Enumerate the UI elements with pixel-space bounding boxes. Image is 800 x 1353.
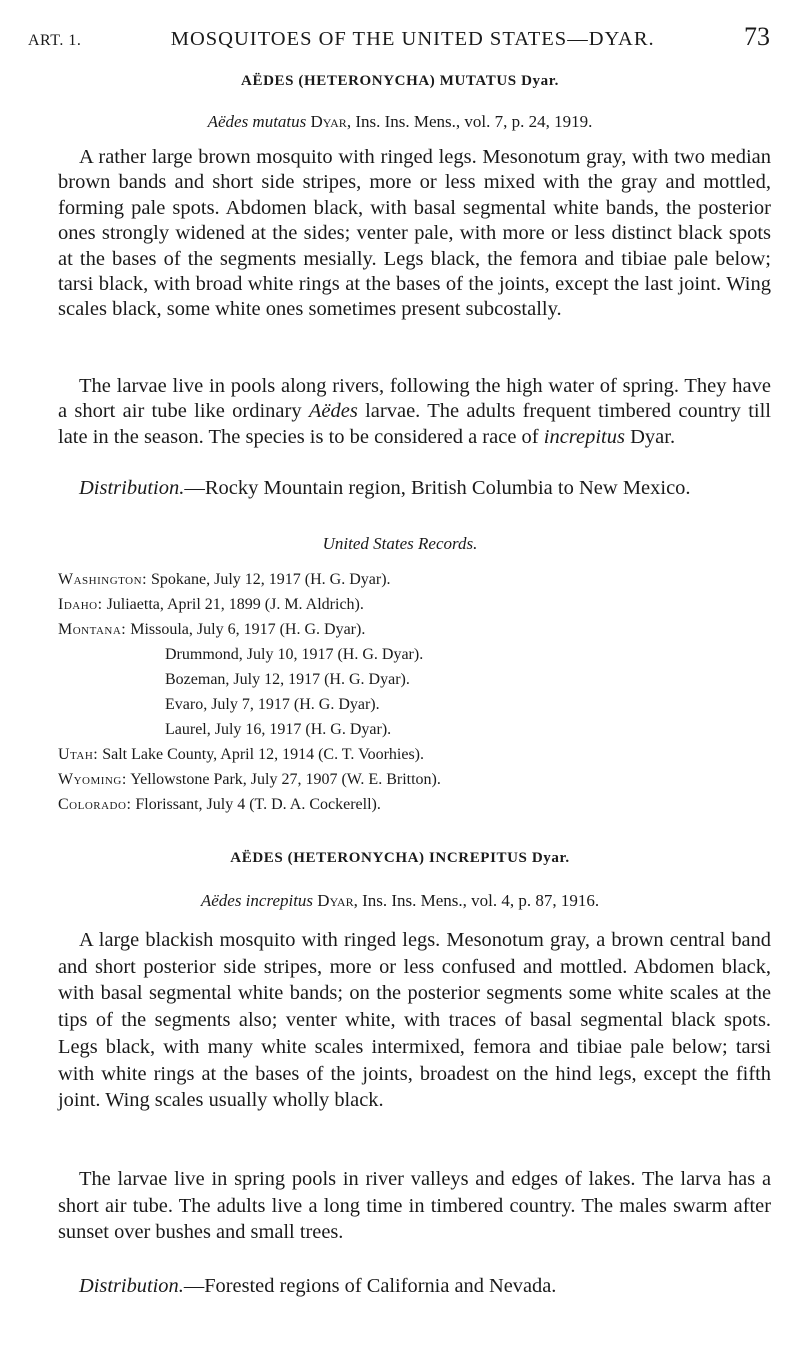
larvae-genus: Aëdes bbox=[308, 400, 358, 423]
record-row bbox=[165, 646, 423, 664]
record-state: Utah: bbox=[58, 746, 99, 763]
citation-mutatus bbox=[0, 112, 800, 132]
distribution-paragraph bbox=[58, 476, 771, 501]
record-text: Yellowstone Park, July 27, 1907 (W. E. Britton). bbox=[130, 771, 441, 788]
record-row bbox=[165, 671, 410, 689]
record-row bbox=[58, 771, 441, 789]
larvae-text-a: The larvae live in pools along rivers, following the high water of spring. They have a short air tube like ordinary bbox=[58, 375, 771, 423]
record-row bbox=[165, 721, 391, 739]
description-paragraph: A rather large brown mosquito with ringed legs. Mesonotum gray, with two median brown bands and short side stripes, more or less mixed with the gray and mottled, forming pale spots. Abdomen black, with basal segmental white bands, the posterior ones strongly widened at the sides; venter pale, with more or less distinct black spots at the bases of the segments mesially. Legs black, the femora and tibiae pale below; tarsi black, with broad white rings at the bases of the joints, except the last joint. Wing scales black, some white ones sometimes present subcostally. bbox=[58, 146, 771, 321]
record-row bbox=[165, 696, 380, 714]
records-heading: United States Records. bbox=[322, 534, 478, 553]
page-number: 73 bbox=[744, 22, 770, 51]
larvae-text-c: Dyar. bbox=[624, 425, 676, 448]
record-text: Missoula, July 6, 1917 (H. G. Dyar). bbox=[130, 621, 366, 638]
record-row bbox=[58, 621, 365, 639]
record-state: Washington: bbox=[58, 571, 148, 588]
record-row bbox=[58, 596, 364, 614]
record-text: Bozeman, July 12, 1917 (H. G. Dyar). bbox=[165, 671, 410, 688]
article-label: ART. 1. bbox=[28, 32, 82, 49]
record-state: Colorado: bbox=[58, 796, 132, 813]
larvae-paragraph: The larvae live in spring pools in river valleys and edges of lakes. The larva has a short air tube. The adults live a long time in timbered country. The males swarm after sunset over bushes and small trees. bbox=[58, 1168, 771, 1244]
citation-author: Dyar bbox=[310, 112, 347, 131]
species-heading-increpitus: AËDES (HETERONYCHA) INCREPITUS Dyar. bbox=[230, 850, 570, 866]
description-paragraph: A large blackish mosquito with ringed legs. Mesonotum gray, a brown central band and short posterior side stripes, more or less confused and mottled. Abdomen black, with basal segmental white bands; on the posterior segments some white scales at the tips of the segments also; venter white, with traces of basal segmental black spots. Legs black, with many white scales intermixed, femora and tibiae pale below; tarsi with white rings at the bases of the joints, broadest on the hind legs, except the fifth joint. Wing scales usually wholly black. bbox=[58, 929, 771, 1112]
record-row bbox=[58, 746, 424, 764]
citation-species: Aëdes increpitus bbox=[200, 891, 314, 910]
citation-ref: , Ins. Ins. Mens., vol. 7, p. 24, 1919. bbox=[346, 112, 593, 131]
record-text: Salt Lake County, April 12, 1914 (C. T. Voorhies). bbox=[102, 746, 424, 763]
record-row bbox=[58, 796, 381, 814]
citation-author: Dyar bbox=[317, 891, 354, 910]
running-title: MOSQUITOES OF THE UNITED STATES—DYAR. bbox=[170, 28, 655, 50]
record-text: Drummond, July 10, 1917 (H. G. Dyar). bbox=[165, 646, 424, 663]
record-state: Montana: bbox=[58, 621, 127, 638]
record-row bbox=[58, 571, 391, 589]
distribution-label: Distribution. bbox=[79, 477, 185, 499]
running-head bbox=[28, 22, 770, 52]
larvae-species: increpitus bbox=[543, 425, 625, 448]
record-text: Spokane, July 12, 1917 (H. G. Dyar). bbox=[151, 571, 391, 588]
species-heading-mutatus: AËDES (HETERONYCHA) MUTATUS Dyar. bbox=[241, 73, 559, 89]
distribution-label: Distribution. bbox=[79, 1275, 184, 1297]
record-text: Laurel, July 16, 1917 (H. G. Dyar). bbox=[165, 721, 392, 738]
record-text: Juliaetta, April 21, 1899 (J. M. Aldrich). bbox=[106, 596, 364, 613]
distribution-paragraph bbox=[58, 1273, 771, 1300]
record-text: Florissant, July 4 (T. D. A. Cockerell). bbox=[135, 796, 381, 813]
record-state: Wyoming: bbox=[58, 771, 127, 788]
distribution-text: —Forested regions of California and Nevada. bbox=[183, 1275, 557, 1297]
larvae-text-b: larvae. The adults frequent timbered country till late in the season. The species is to be considered a race of bbox=[58, 400, 771, 448]
citation-increpitus bbox=[0, 891, 800, 911]
record-text: Evaro, July 7, 1917 (H. G. Dyar). bbox=[165, 696, 380, 713]
distribution-text: —Rocky Mountain region, British Columbia to New Mexico. bbox=[184, 477, 691, 499]
citation-ref: , Ins. Ins. Mens., vol. 4, p. 87, 1916. bbox=[353, 891, 600, 910]
citation-species: Aëdes mutatus bbox=[207, 112, 307, 131]
larvae-paragraph bbox=[58, 374, 771, 450]
record-state: Idaho: bbox=[58, 596, 103, 613]
